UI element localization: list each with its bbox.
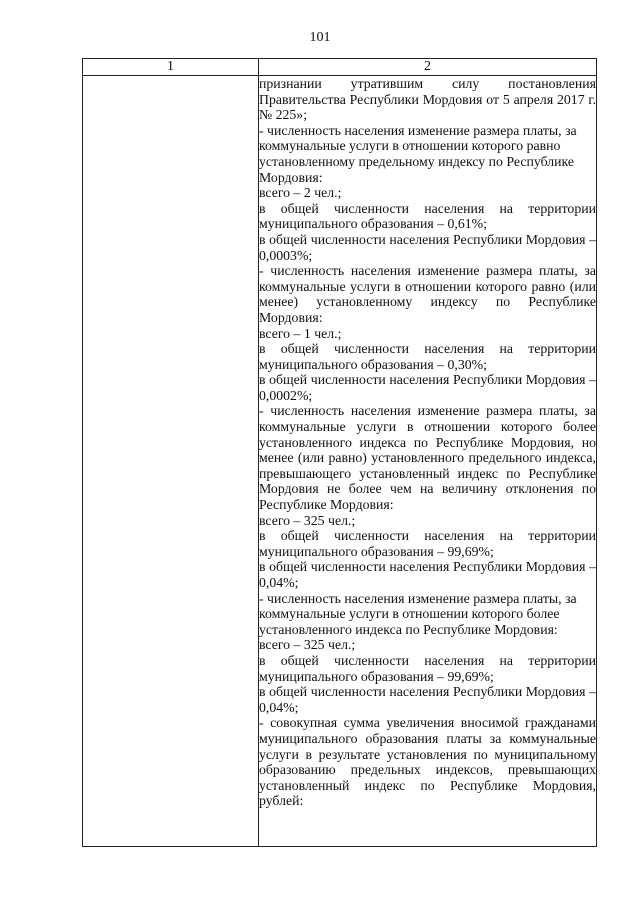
paragraph: - численность населения изменение размера платы, за коммунальные услуги в отношении которого равно установленному предельному индексу по Республике Мордовия:	[259, 122, 577, 185]
document-table	[82, 58, 597, 847]
paragraph: в общей численности населения на территории муниципального образования – 0,61%;	[259, 200, 596, 232]
paragraph: - совокупная сумма увеличения вносимой гражданами муниципального образования платы за коммунальные услуги в результате установления по муниципальному образованию предельных индексов, превышающих установленный индекс по Республике Мордовия, рублей:	[259, 715, 596, 809]
column-1-cell	[83, 76, 259, 847]
paragraph: в общей численности населения Республики Мордовия – 0,04%;	[259, 559, 596, 590]
paragraph: - численность населения изменение размера платы, за коммунальные услуги в отношении которого более установленного индекса по Республике Мордовия:	[259, 590, 577, 637]
column-header-2: 2	[259, 59, 597, 76]
paragraph-list	[259, 76, 596, 809]
table-row	[83, 76, 597, 847]
paragraph: в общей численности населения на территории муниципального образования – 99,69%;	[259, 528, 596, 559]
table-header-row	[83, 59, 597, 76]
paragraph: всего – 2 чел.;	[259, 185, 342, 201]
paragraph: всего – 325 чел.;	[259, 512, 356, 528]
column-header-1: 1	[83, 59, 259, 76]
paragraph: в общей численности населения Республики Мордовия – 0,0003%;	[259, 231, 596, 263]
paragraph: в общей численности населения Республики Мордовия – 0,04%;	[259, 684, 596, 715]
paragraph: в общей численности населения на территории муниципального образования – 0,30%;	[259, 341, 596, 372]
page-number: 101	[309, 30, 331, 45]
paragraph: - численность населения изменение размера платы, за коммунальные услуги в отношении которого более установленного индекса по Республике Мордовия, но менее (или равно) установленного предельного индекса, превышающего установленный индекс по Республике Мордовия не более чем на величину отклонения по Республике Мордовия:	[259, 403, 596, 513]
paragraph: признании утратившим силу постановления Правительства Республики Мордовия от 5 апреля 2017 г. № 225»;	[259, 76, 596, 123]
paragraph: - численность населения изменение размера платы, за коммунальные услуги в отношении которого равно (или менее) установленному индексу по Республике Мордовия:	[259, 263, 596, 325]
paragraph: всего – 325 чел.;	[259, 637, 356, 653]
paragraph: в общей численности населения Республики Мордовия – 0,0002%;	[259, 372, 596, 403]
paragraph: в общей численности населения на территории муниципального образования – 99,69%;	[259, 652, 596, 684]
column-2-cell	[259, 76, 597, 847]
paragraph: всего – 1 чел.;	[259, 325, 342, 341]
